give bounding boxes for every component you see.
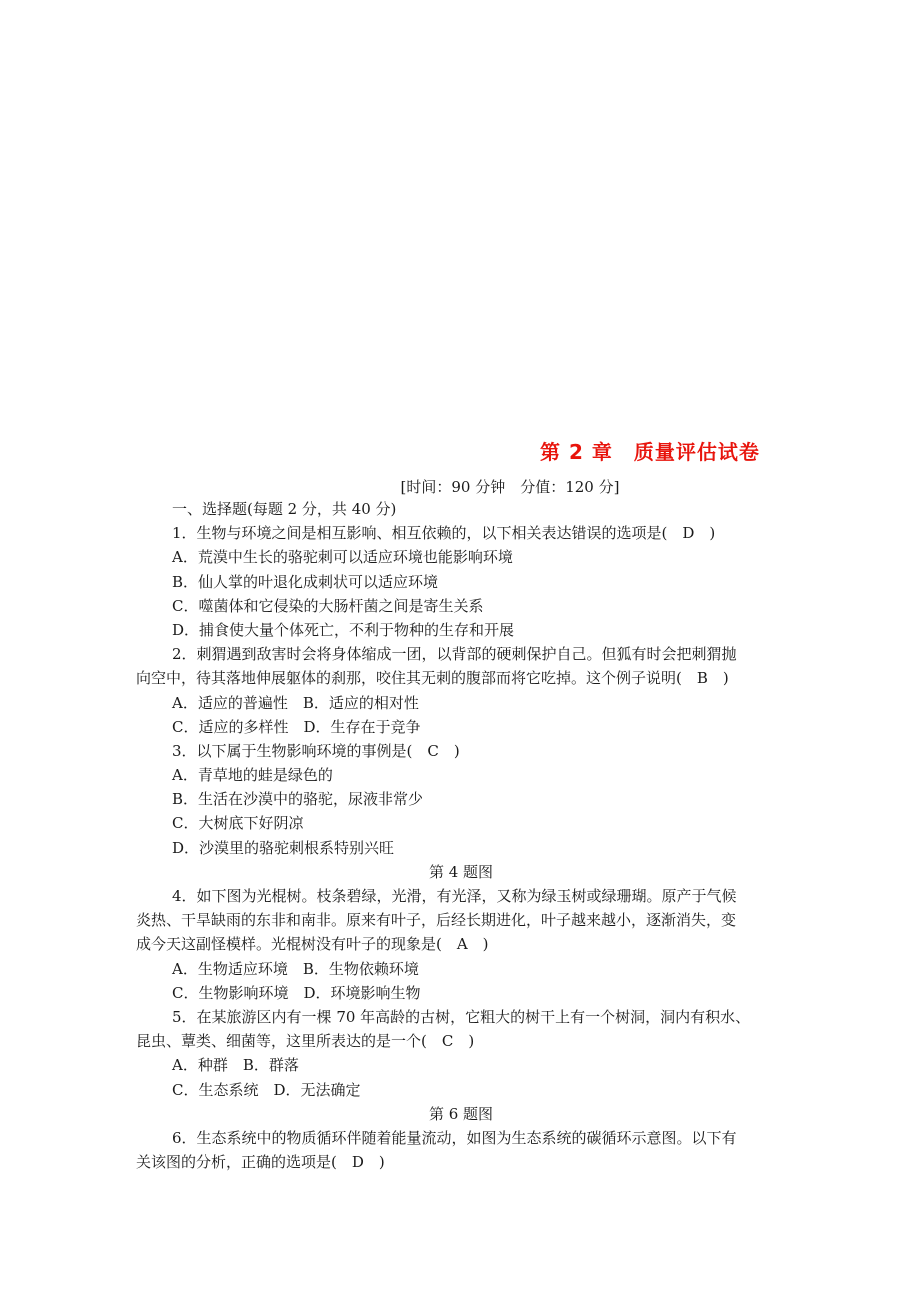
text-line: A．青草地的蛙是绿色的: [172, 766, 333, 785]
text-line: 向空中，待其落地伸展躯体的刹那，咬住其无刺的腹部而将它吃掉。这个例子说明( B ): [136, 669, 729, 688]
text-line: B．仙人掌的叶退化成刺状可以适应环境: [172, 572, 439, 591]
figure-caption: 第 4 题图: [428, 862, 494, 881]
text-line: 关该图的分析，正确的选项是( D ): [136, 1153, 385, 1172]
text-line: C．生物影响环境 D．环境影响生物: [172, 983, 421, 1002]
text-line: 4．如下图为光棍树。枝条碧绿，光滑，有光泽，又称为绿玉树或绿珊瑚。原产于气候: [172, 887, 737, 905]
text-line: A．适应的普遍性 B．适应的相对性: [172, 693, 419, 712]
page-title: 第 2 章 质量评估试卷: [540, 440, 760, 464]
text-line: 6．生态系统中的物质循环伴随着能量流动，如图为生态系统的碳循环示意图。以下有: [172, 1128, 737, 1147]
text-line: 成今天这副怪模样。光棍树没有叶子的现象是( A ): [136, 935, 489, 954]
figure-caption: 第 6 题图: [428, 1104, 494, 1123]
text-line: 昆虫、蕈类、细菌等，这里所表达的是一个( C ): [136, 1032, 475, 1051]
text-line: 炎热、干旱缺雨的东非和南非。原来有叶子，后经长期进化，叶子越来越小，逐渐消失，变: [136, 911, 737, 930]
text-line: B．生活在沙漠中的骆驼，尿液非常少: [172, 790, 424, 809]
text-line: D．捕食使大量个体死亡，不利于物种的生存和开展: [172, 620, 515, 639]
text-line: 一、选择题(每题 2 分，共 40 分): [172, 500, 397, 518]
exam-meta: [时间：90 分钟 分值：120 分]: [400, 478, 620, 496]
question-body: [136, 497, 786, 1174]
text-line: C．适应的多样性 D．生存在于竞争: [172, 717, 421, 736]
text-line: 1．生物与环境之间是相互影响、相互依赖的，以下相关表达错误的选项是( D ): [172, 524, 716, 543]
text-line: A．种群 B．群落: [172, 1056, 299, 1075]
text-line: A．生物适应环境 B．生物依赖环境: [172, 959, 419, 978]
text-line: C．大树底下好阴凉: [172, 814, 304, 833]
text-line: A．荒漠中生长的骆驼刺可以适应环境也能影响环境: [172, 548, 513, 567]
text-line: 2．刺猬遇到敌害时会将身体缩成一团，以背部的硬刺保护自己。但狐有时会把刺猬抛: [172, 645, 737, 664]
text-line: C．生态系统 D．无法确定: [172, 1080, 361, 1099]
text-line: 3．以下属于生物影响环境的事例是( C ): [172, 741, 460, 760]
text-line: 5．在某旅游区内有一棵 70 年高龄的古树，它粗大的树干上有一个树洞，洞内有积水、: [172, 1007, 751, 1026]
text-line: C．噬菌体和它侵染的大肠杆菌之间是寄生关系: [172, 596, 484, 615]
text-line: D．沙漠里的骆驼刺根系特别兴旺: [172, 838, 395, 857]
